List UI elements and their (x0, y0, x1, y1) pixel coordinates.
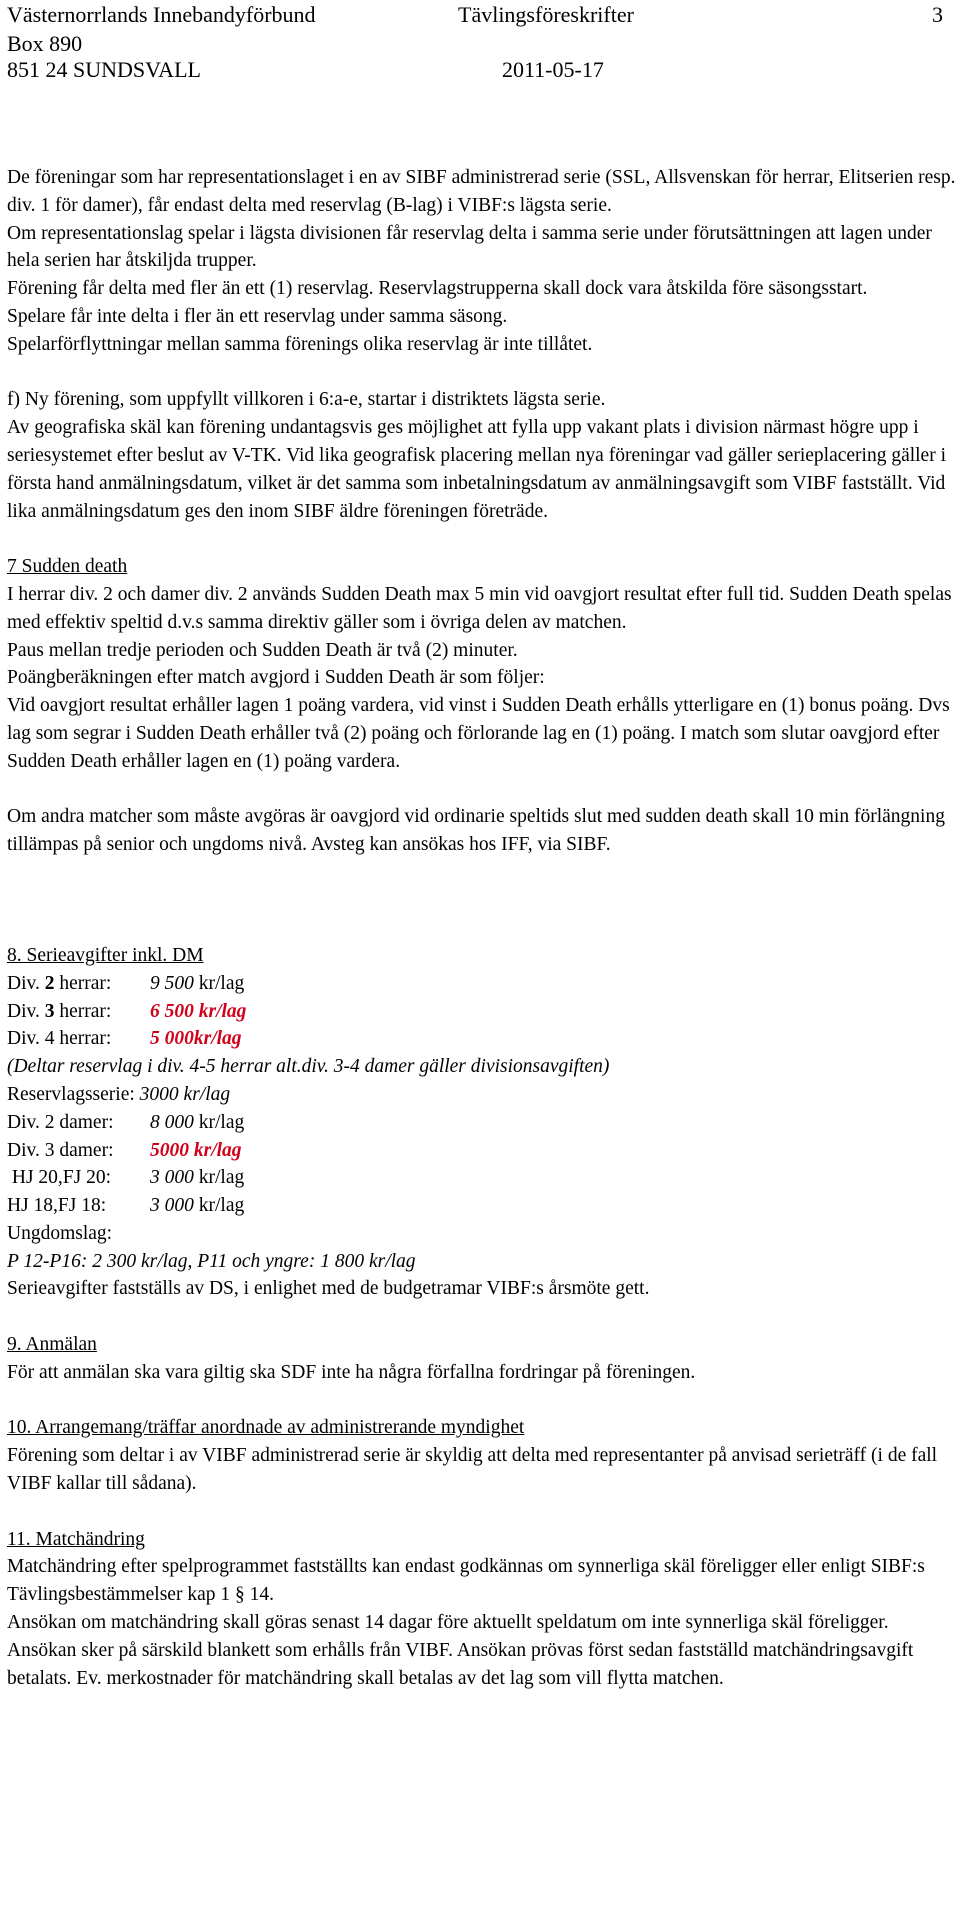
fee-row-youth-label: Ungdomslag: (7, 1222, 113, 1244)
paragraph: Förening som deltar i av VIBF administrerad serie är skyldig att delta med representanter på anvisad serieträff (i de fall VIBF kallar till sådana). (7, 1445, 938, 1495)
document-body (7, 164, 957, 1692)
paragraph: Om representationslag spelar i lägsta divisionen får reservlag delta i samma serie under förutsättningen att lagen under hela serien har åtskiljda trupper. (7, 222, 932, 272)
header-address-city: 851 24 SUNDSVALL (7, 57, 201, 82)
fee-amount-highlight: 6 500 kr/lag (150, 1000, 247, 1022)
paragraph: Av geografiska skäl kan förening undantagsvis ges möjlighet att fylla upp vakant plats i division närmast högre upp i seriesystemet efter beslut av V-TK. Vid lika geografisk placering mellan nya föreningar vad gäller serieplacering gäller i första hand anmälningsdatum, vilket är det samma som inbetalningsdatum av anmälningsavgift som VIBF fastställt. Vid lika anmälningsdatum ges den inom SIBF äldre föreningen företräde. (7, 417, 946, 522)
paragraph: Om andra matcher som måste avgöras är oavgjord vid ordinarie speltids slut med sudden death skall 10 min förlängning tillämpas på senior och ungdoms nivå. Avsteg kan ansökas hos IFF, via SIBF. (7, 806, 945, 856)
section-heading-11: 11. Matchändring (7, 1528, 145, 1550)
paragraph: Serieavgifter fastställs av DS, i enlighet med de budgetramar VIBF:s årsmöte gett. (7, 1278, 650, 1300)
header-page-number: 3 (932, 2, 943, 27)
section-heading-7: 7 Sudden death (7, 556, 128, 578)
paragraph: Ansökan om matchändring skall göras senast 14 dagar före aktuellt speldatum om inte synnerliga skäl föreligger. Ansökan sker på särskild blankett som erhålls från VIBF. Ansökan prövas först sedan fastställd matchändringsavgift betalats. Ev. merkostnader för matchändring skall betalas av det lag som vill flytta matchen. (7, 1612, 914, 1689)
fee-row-div2-damer: Div. 2 damer: 8 000 kr/lag (7, 1111, 245, 1133)
paragraph: Spelarförflyttningar mellan samma förenings olika reservlag är inte tillåtet. (7, 333, 593, 355)
section-heading-8: 8. Serieavgifter inkl. DM (7, 944, 204, 966)
paragraph: För att anmälan ska vara giltig ska SDF inte ha några förfallna fordringar på föreningen. (7, 1361, 696, 1383)
paragraph: Poängberäkningen efter match avgjord i Sudden Death är som följer: (7, 667, 545, 689)
fee-row-youth: P 12-P16: 2 300 kr/lag, P11 och yngre: 1 800 kr/lag (7, 1250, 416, 1272)
paragraph: I herrar div. 2 och damer div. 2 används Sudden Death max 5 min vid oavgjort resultat efter full tid. Sudden Death spelas med effektiv speltid d.v.s samma direktiv gäller som i övriga delen av matchen. (7, 583, 952, 633)
paragraph-f: f) Ny förening, som uppfyllt villkoren i 6:a-e, startar i distriktets lägsta serie. (7, 389, 606, 411)
fee-row-hj20: HJ 20,FJ 20: 3 000 kr/lag (7, 1167, 245, 1189)
paragraph: Paus mellan tredje perioden och Sudden Death är två (2) minuter. (7, 639, 518, 661)
section-heading-9: 9. Anmälan (7, 1334, 97, 1356)
paragraph: Vid oavgjort resultat erhåller lagen 1 poäng vardera, vid vinst i Sudden Death erhålls ytterligare en (1) bonus poäng. Dvs lag som segrar i Sudden Death erhåller två (2) poäng och förlorande lag en (1) poäng. I match som slutar oavgjord efter Sudden Death erhåller lagen en (1) poäng vardera. (7, 695, 950, 772)
header-date: 2011-05-17 (502, 57, 604, 82)
fee-row-div2-herrar: Div. 2 herrar: 9 500 kr/lag (7, 972, 245, 994)
paragraph: Förening får delta med fler än ett (1) reservlag. Reservlagstrupperna skall dock vara åtskilda före säsongsstart. (7, 278, 868, 300)
fee-row-div3-herrar: Div. 3 herrar: 6 500 kr/lag (7, 1000, 247, 1022)
paragraph: Matchändring efter spelprogrammet fastställts kan endast godkännas om synnerliga skäl föreligger eller enligt SIBF:s Tävlingsbestämmelser kap 1 § 14. (7, 1556, 925, 1606)
section-heading-10: 10. Arrangemang/träffar anordnade av administrerande myndighet (7, 1417, 525, 1439)
paragraph: De föreningar som har representationslaget i en av SIBF administrerad serie (SSL, Allsvenskan för herrar, Elitserien resp. div. 1 för damer), får endast delta med reservlag (B-lag) i VIBF:s lägsta serie. (7, 167, 956, 216)
header-address-box: Box 890 (7, 31, 83, 56)
fee-row-div3-damer: Div. 3 damer: 5000 kr/lag (7, 1139, 242, 1161)
fee-amount-highlight: 5000 kr/lag (150, 1139, 242, 1161)
fee-row-hj18: HJ 18,FJ 18: 3 000 kr/lag (7, 1195, 245, 1217)
header-doc-title: Tävlingsföreskrifter (458, 2, 634, 27)
paragraph: Spelare får inte delta i fler än ett reservlag under samma säsong. (7, 305, 508, 327)
fee-row-reservlag: Reservlagsserie: 3000 kr/lag (7, 1083, 231, 1105)
fee-amount: 9 500 (150, 972, 194, 994)
header-org: Västernorrlands Innebandyförbund (7, 2, 316, 27)
fee-note: (Deltar reservlag i div. 4-5 herrar alt.div. 3-4 damer gäller divisionsavgiften) (7, 1056, 610, 1078)
fee-row-div4-herrar: Div. 4 herrar: 5 000kr/lag (7, 1028, 242, 1050)
fee-amount-highlight: 5 000kr/lag (150, 1028, 242, 1050)
